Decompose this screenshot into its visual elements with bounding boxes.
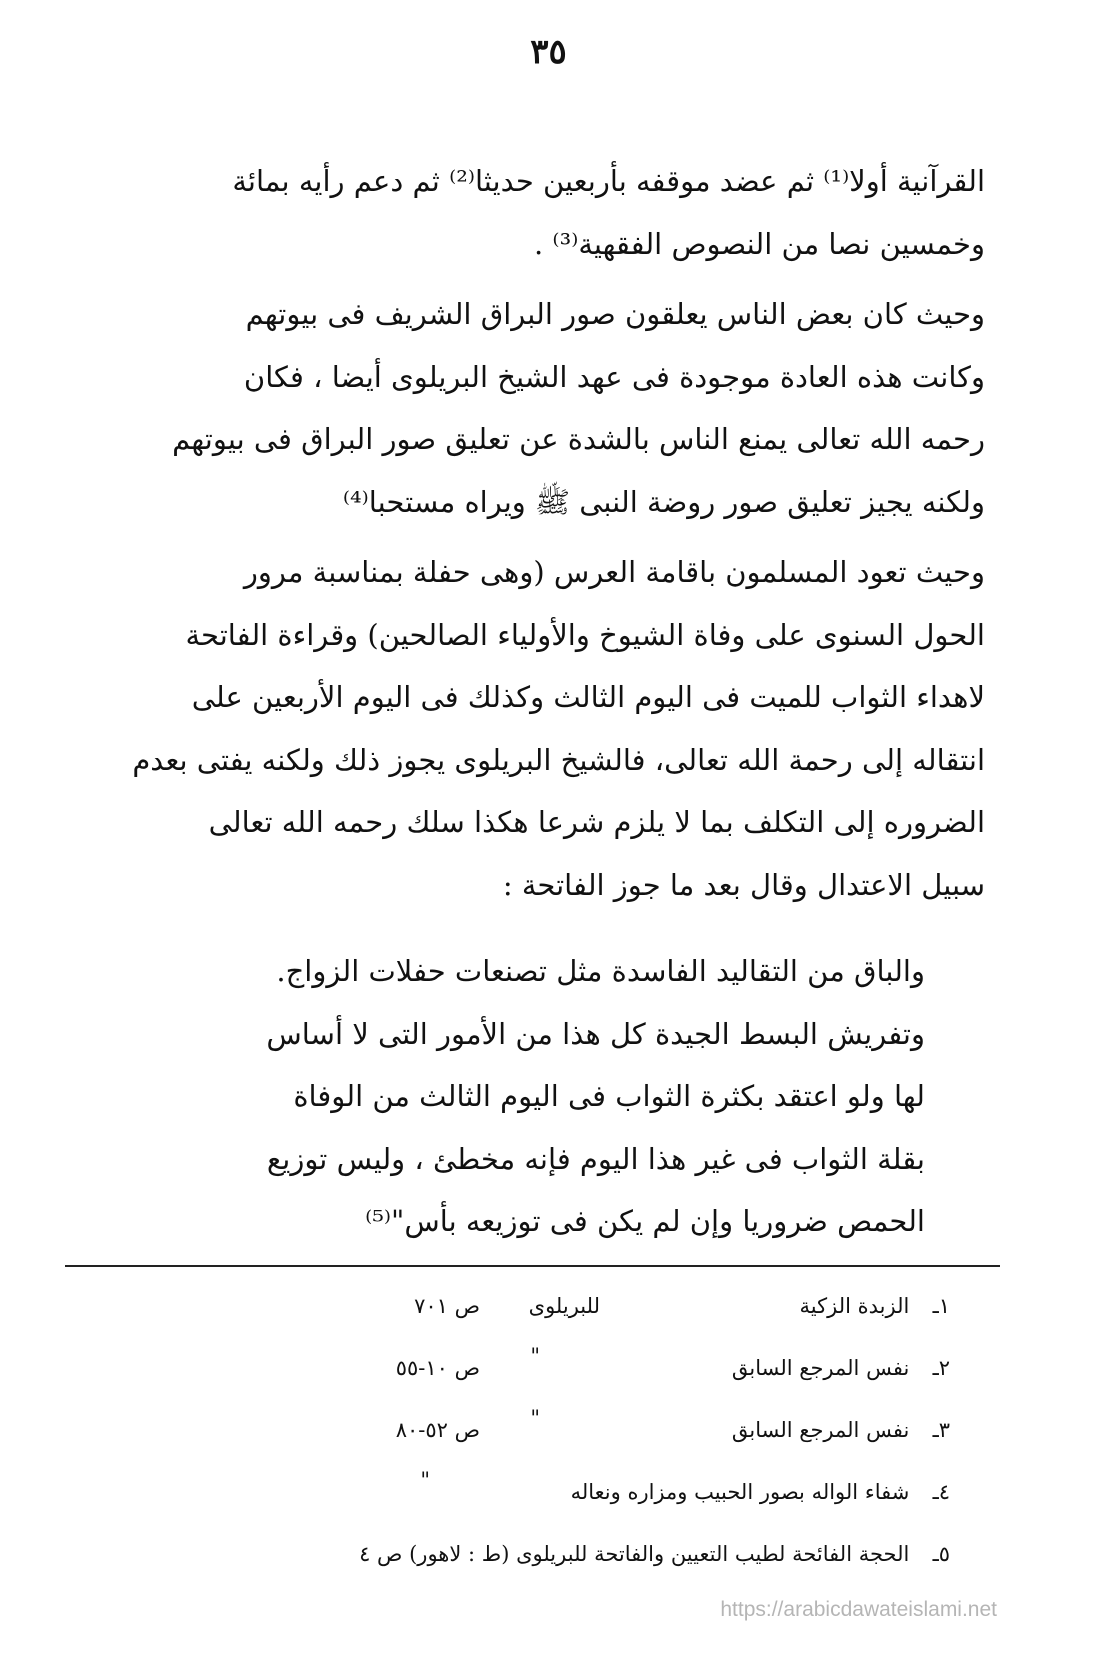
text-line: انتقاله إلى رحمة الله تعالى، فالشيخ البريلوى يجوز ذلك ولكنه يفتى بعدم <box>132 742 985 777</box>
footnote-title: الزبدة الزكية <box>799 1294 910 1318</box>
footnote-page: ص ٥٢-٨٠ <box>395 1418 480 1442</box>
page-number: ٣٥ <box>530 32 567 72</box>
quote-line: وتفريش البسط الجيدة كل هذا من الأمور التى لا أساس <box>266 1016 925 1051</box>
text-line: سبيل الاعتدال وقال بعد ما جوز الفاتحة : <box>502 867 985 902</box>
footnote-divider <box>65 1265 1000 1267</box>
footnote-page: ص ٧٠١ <box>414 1294 480 1318</box>
ditto-mark: " <box>420 1468 430 1492</box>
footnote-item <box>150 1275 950 1337</box>
paragraph-1 <box>80 150 985 275</box>
watermark-url: https://arabicdawateislami.net <box>720 1598 997 1621</box>
quote-line: لها ولو اعتقد بكثرة الثواب فى اليوم الثالث من الوفاة <box>293 1079 925 1113</box>
text-line: الحول السنوى على وفاة الشيوخ والأولياء الصالحين) وقراءة الفاتحة <box>185 617 985 652</box>
text-line: الضروره إلى التكلف بما لا يلزم شرعا هكذا سلك رحمه الله تعالى <box>208 805 985 839</box>
footnote-number: ٥ـ <box>932 1542 950 1566</box>
footnote-title: شفاء الواله بصور الحبيب ومزاره ونعاله <box>570 1480 910 1504</box>
paragraph-3 <box>80 541 985 916</box>
text-line: وخمسين نصا من النصوص الفقهية⁽³⁾ . <box>534 226 985 261</box>
footnote-number: ٤ـ <box>932 1480 950 1504</box>
main-text <box>80 150 985 924</box>
quote-line: بقلة الثواب فى غير هذا اليوم فإنه مخطئ ، وليس توزيع <box>266 1141 925 1176</box>
text-line: ولكنه يجيز تعليق صور روضة النبى ﷺ ويراه مستحبا⁽⁴⁾ <box>342 484 985 519</box>
footnote-item <box>150 1523 950 1585</box>
block-quote <box>140 940 925 1253</box>
footnote-page: ص ١٠-٥٥ <box>395 1356 480 1380</box>
footnote-item <box>150 1461 950 1523</box>
footnote-title: نفس المرجع السابق <box>731 1418 910 1442</box>
ditto-mark: " <box>530 1406 540 1430</box>
footnote-title: نفس المرجع السابق <box>731 1356 910 1380</box>
text-line: لاهداء الثواب للميت فى اليوم الثالث وكذلك فى اليوم الأربعين على <box>191 680 985 714</box>
footnote-number: ١ـ <box>932 1294 950 1318</box>
text-line: رحمه الله تعالى يمنع الناس بالشدة عن تعليق صور البراق فى بيوتهم <box>172 422 985 456</box>
footnote-item <box>150 1399 950 1461</box>
footnote-author: للبريلوى <box>528 1294 600 1318</box>
quote-line: والباق من التقاليد الفاسدة مثل تصنعات حفلات الزواج. <box>276 954 925 988</box>
text-line: وحيث تعود المسلمون باقامة العرس (وهى حفلة بمناسبة مرور <box>243 555 985 589</box>
footnotes <box>150 1275 950 1585</box>
text-line: وحيث كان بعض الناس يعلقون صور البراق الشريف فى بيوتهم <box>245 297 985 331</box>
text-line: القرآنية أولا⁽¹⁾ ثم عضد موقفه بأربعين حديثا⁽²⁾ ثم دعم رأيه بمائة <box>232 164 985 198</box>
footnote-number: ٣ـ <box>932 1418 950 1442</box>
footnote-item <box>150 1337 950 1399</box>
footnote-number: ٢ـ <box>932 1356 950 1380</box>
quote-line: الحمص ضروريا وإن لم يكن فى توزيعه بأس"⁽⁵⁾ <box>365 1204 925 1238</box>
paragraph-2 <box>80 283 985 533</box>
ditto-mark: " <box>530 1344 540 1368</box>
footnote-title: الحجة الفائحة لطيب التعيين والفاتحة للبريلوى (ط : لاهور) ص ٤ <box>359 1542 910 1566</box>
text-line: وكانت هذه العادة موجودة فى عهد الشيخ البريلوى أيضا ، فكان <box>243 359 985 394</box>
